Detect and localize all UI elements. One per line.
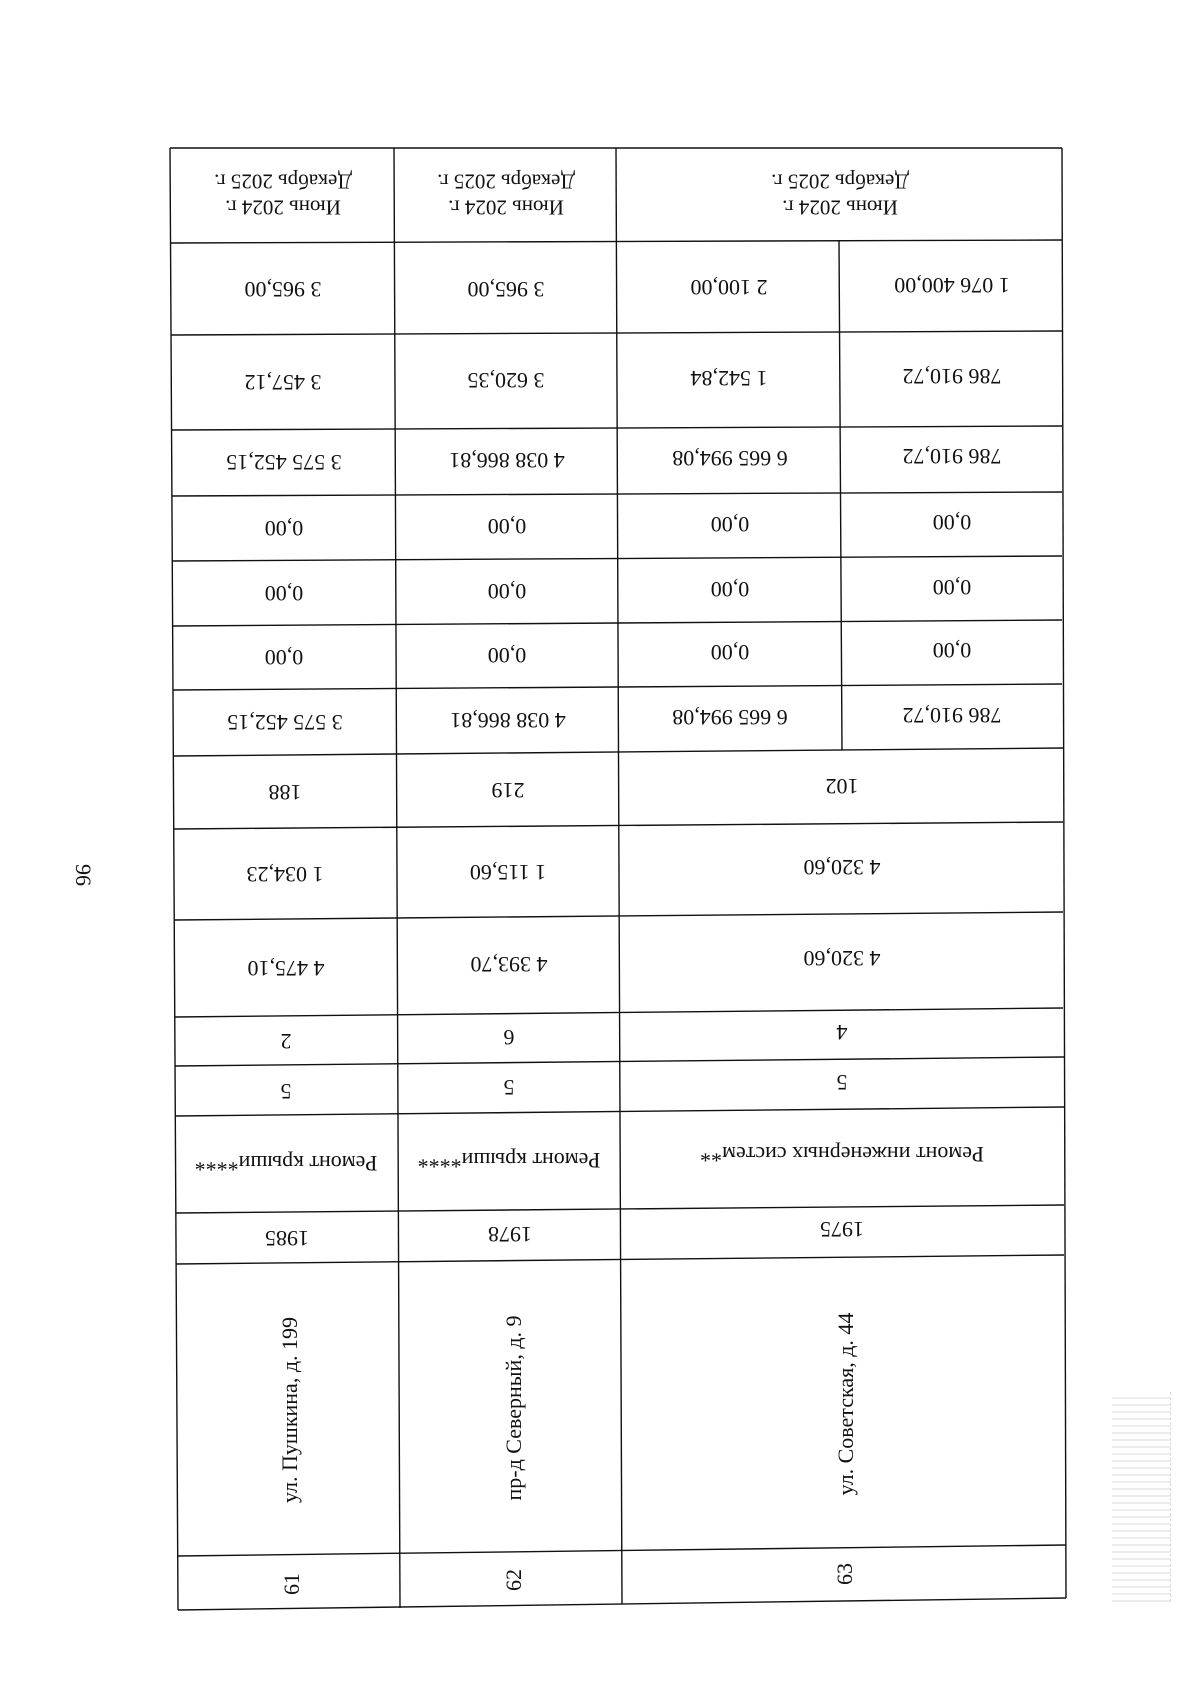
row61-people: 188 [268,780,302,805]
row63-zero-3b: 0,00 [932,638,972,663]
row63-value-5: 5 [836,1070,848,1095]
row61-work-type: Ремонт крыши**** [194,1151,378,1176]
row61-number: 61 [279,1573,304,1595]
row61-area-1: 4 475,10 [247,956,325,981]
row62-total-2: 4 038 866,81 [450,708,566,733]
row63-zero-3a: 0,00 [710,640,750,665]
row63-total-2a: 6 665 994,08 [672,705,788,730]
row62-value-5: 5 [503,1075,515,1100]
page-number: 96 [71,864,96,886]
row63-limit-a: 2 100,00 [690,275,768,300]
row62-unit-cost: 3 620,35 [467,368,545,393]
row62-zero-3: 0,00 [487,643,527,668]
row62-area-2: 1 115,60 [469,860,547,885]
row62-value-4: 6 [503,1025,515,1050]
row61-zero-2: 0,00 [264,581,304,606]
row61-year: 1985 [265,1226,309,1251]
row63-year: 1975 [820,1217,864,1242]
row62-total: 4 038 866,81 [449,448,565,473]
row61-area-2: 1 034,23 [246,862,324,887]
row61-value-5: 5 [280,1079,292,1104]
row63-area-1: 4 320,60 [803,946,881,971]
row62-address: пр-д Северный, д. 9 [501,1315,526,1501]
row61-total: 3 575 452,15 [226,450,342,475]
row62-zero-1: 0,00 [487,514,527,539]
row63-zero-2a: 0,00 [710,577,750,602]
row63-unit-cost-b: 786 910,72 [902,364,1002,389]
row63-total-b: 786 910,72 [902,444,1002,469]
header-period-col-b: Июнь 2024 г. Декабрь 2025 г. [437,169,575,220]
row63-total-a: 6 665 994,08 [672,446,788,471]
header-period-col-c: Июнь 2024 г. Декабрь 2025 г. [771,169,909,220]
row62-zero-2: 0,00 [487,579,527,604]
row61-value-4: 2 [280,1029,292,1054]
row62-work-type: Ремонт крыши**** [417,1148,601,1173]
row63-address: ул. Советская, д. 44 [833,1312,858,1496]
row62-year: 1978 [488,1222,532,1247]
row61-unit-cost: 3 457,12 [244,370,322,395]
row63-value-4: 4 [836,1020,848,1045]
row63-zero-2b: 0,00 [932,575,972,600]
row63-unit-cost-a: 1 542,84 [690,366,768,391]
row63-work-type: Ремонт инженерных систем** [700,1142,984,1167]
row63-area-2: 4 320,60 [803,855,881,880]
row63-total-2b: 786 910,72 [902,703,1002,728]
row61-zero-3: 0,00 [264,645,304,670]
row63-zero-1b: 0,00 [932,510,972,535]
scan-artifact [1112,1392,1171,1602]
row63-zero-1a: 0,00 [710,512,750,537]
row61-total-2: 3 575 452,15 [227,710,343,735]
row63-number: 63 [832,1563,857,1585]
row62-number: 62 [501,1569,526,1591]
row61-zero-1: 0,00 [264,516,304,541]
row62-limit: 3 965,00 [467,277,545,302]
header-period-col-a: Июнь 2024 г. Декабрь 2025 г. [214,169,352,220]
row63-people: 102 [825,774,859,799]
row63-limit-b: 1 076 400,00 [894,273,1010,298]
row61-address: ул. Пушкина, д. 199 [277,1316,302,1504]
row62-people: 219 [491,778,525,803]
row62-area-1: 4 393,70 [470,952,548,977]
row61-limit: 3 965,00 [244,277,322,302]
